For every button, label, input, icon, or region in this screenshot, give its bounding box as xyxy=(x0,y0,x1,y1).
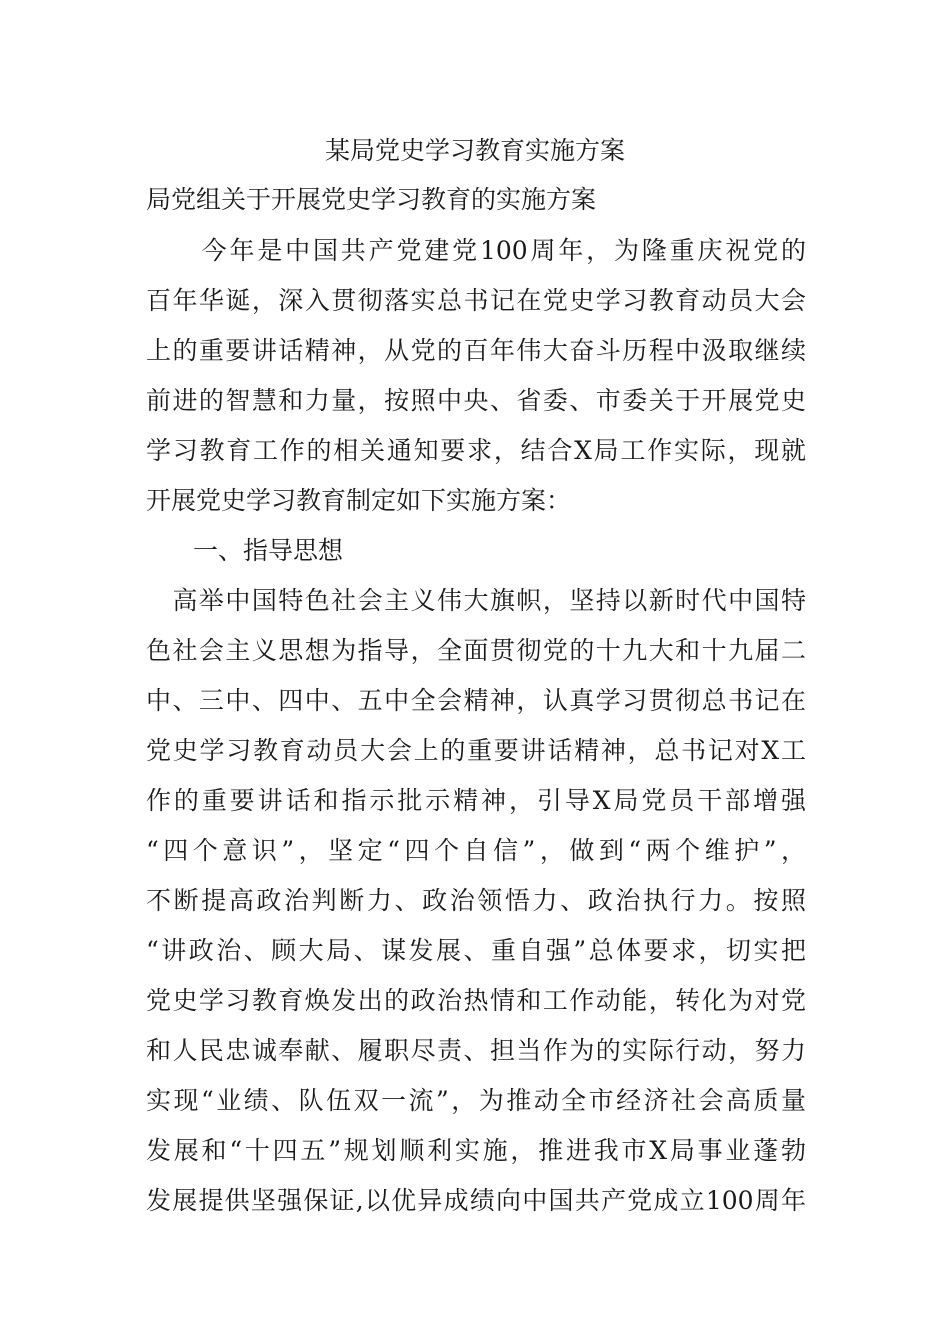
document-subtitle: 局党组关于开展党史学习教育的实施方案 xyxy=(146,185,597,214)
paragraph-line: 发展提供坚强保证,以优异成绩向中国共产党成立100周年 xyxy=(146,1186,806,1215)
paragraph-line: 百年华诞，深入贯彻落实总书记在党史学习教育动员大会 xyxy=(146,286,806,315)
paragraph-line: 不断提高政治判断力、政治领悟力、政治执行力。按照 xyxy=(146,886,806,915)
paragraph-line: “讲政治、顾大局、谋发展、重自强”总体要求，切实把 xyxy=(146,936,806,965)
paragraph-line: 今年是中国共产党建党100周年，为隆重庆祝党的 xyxy=(146,236,806,265)
paragraph-line: 学习教育工作的相关通知要求，结合X局工作实际，现就 xyxy=(146,436,806,465)
paragraph-line: 作的重要讲话和指示批示精神，引导X局党员干部增强 xyxy=(146,786,806,815)
paragraph-line: 党史学习教育焕发出的政治热情和工作动能，转化为对党 xyxy=(146,986,806,1015)
paragraph-line: 上的重要讲话精神，从党的百年伟大奋斗历程中汲取继续 xyxy=(146,336,806,365)
paragraph-line: 高举中国特色社会主义伟大旗帜，坚持以新时代中国特 xyxy=(146,586,806,615)
paragraph-line: 前进的智慧和力量，按照中央、省委、市委关于开展党史 xyxy=(146,386,806,415)
document-title: 某局党史学习教育实施方案 xyxy=(324,136,625,165)
paragraph-line: 色社会主义思想为指导，全面贯彻党的十九大和十九届二 xyxy=(146,636,806,665)
section-heading: 一、指导思想 xyxy=(193,536,344,565)
paragraph-line: 中、三中、四中、五中全会精神，认真学习贯彻总书记在 xyxy=(146,686,806,715)
paragraph-line: 实现“业绩、队伍双一流”，为推动全市经济社会高质量 xyxy=(146,1086,806,1115)
paragraph-line: 发展和“十四五”规划顺利实施，推进我市X局事业蓬勃 xyxy=(146,1136,806,1165)
paragraph-line: 和人民忠诚奉献、履职尽责、担当作为的实际行动，努力 xyxy=(146,1036,806,1065)
paragraph-line: 党史学习教育动员大会上的重要讲话精神，总书记对X工 xyxy=(146,736,806,765)
paragraph-line: “四个意识”，坚定“四个自信”，做到“两个维护”， xyxy=(146,836,806,865)
paragraph-line: 开展党史学习教育制定如下实施方案： xyxy=(146,486,572,515)
